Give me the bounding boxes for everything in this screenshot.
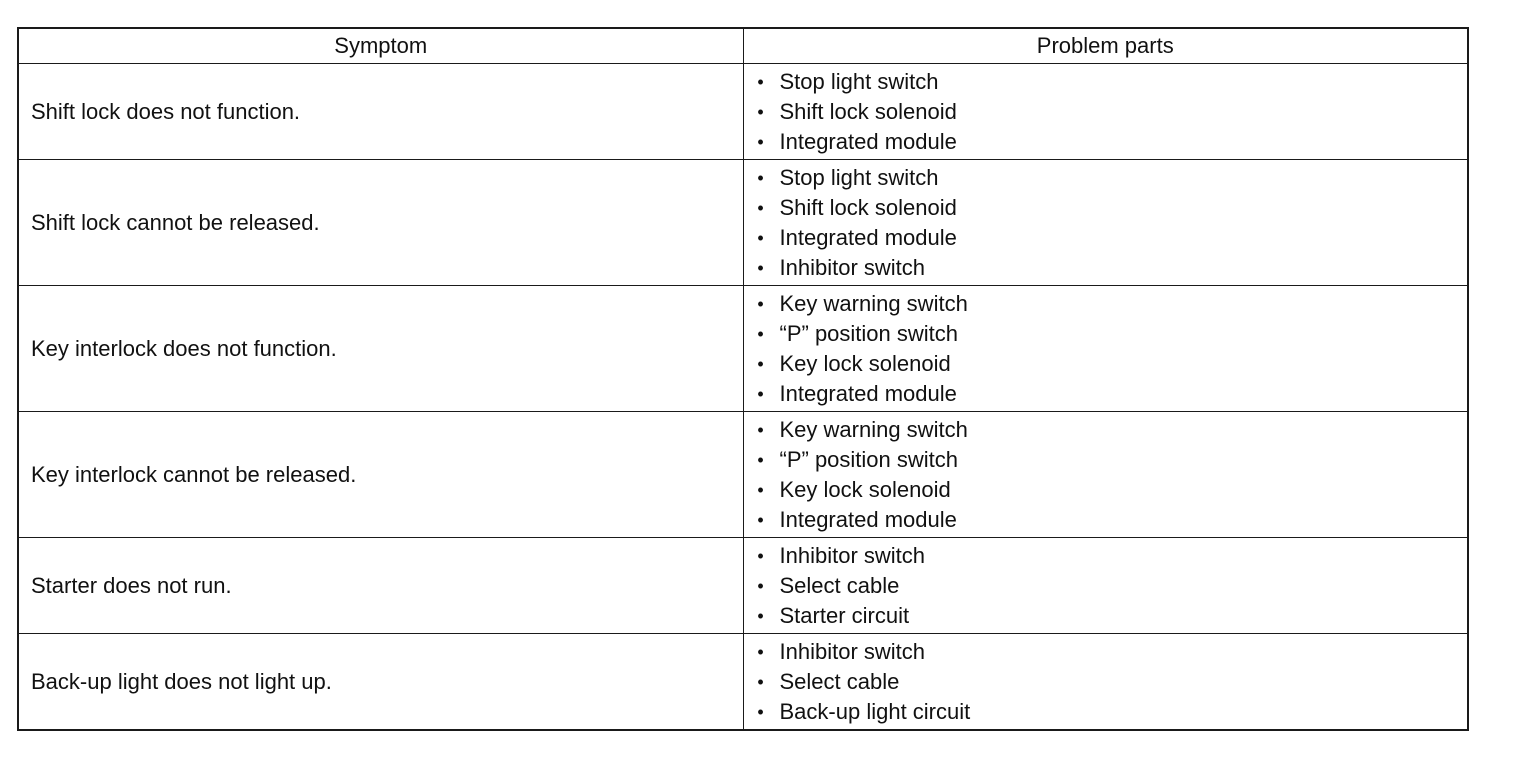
symptom-cell: Back-up light does not light up. bbox=[18, 634, 743, 731]
problem-part-label: Integrated module bbox=[779, 129, 957, 154]
list-item bbox=[754, 445, 1468, 475]
header-symptom: Symptom bbox=[18, 28, 743, 64]
problem-parts-list bbox=[754, 160, 1468, 285]
bullet-icon: • bbox=[757, 228, 764, 248]
bullet-icon: • bbox=[757, 354, 764, 374]
symptom-cell: Key interlock does not function. bbox=[18, 286, 743, 412]
bullet-icon: • bbox=[757, 606, 764, 626]
table-row bbox=[18, 634, 1468, 731]
problem-part-label: “P” position switch bbox=[779, 321, 959, 346]
problem-part-label: Key warning switch bbox=[779, 417, 968, 442]
table-row bbox=[18, 412, 1468, 538]
symptom-table bbox=[17, 27, 1469, 731]
table-row bbox=[18, 64, 1468, 160]
problem-parts-cell bbox=[743, 538, 1468, 634]
list-item bbox=[754, 319, 1468, 349]
list-item bbox=[754, 415, 1468, 445]
list-item bbox=[754, 601, 1468, 631]
problem-part-label: Integrated module bbox=[779, 225, 957, 250]
table-header bbox=[18, 28, 1468, 64]
bullet-icon: • bbox=[757, 702, 764, 722]
bullet-icon: • bbox=[757, 102, 764, 122]
list-item bbox=[754, 697, 1468, 727]
problem-part-label: Inhibitor switch bbox=[779, 639, 926, 664]
problem-part-label: Stop light switch bbox=[779, 69, 939, 94]
problem-part-label: Starter circuit bbox=[779, 603, 910, 628]
list-item bbox=[754, 163, 1468, 193]
problem-part-label: Shift lock solenoid bbox=[779, 99, 957, 124]
symptom-cell: Shift lock does not function. bbox=[18, 64, 743, 160]
list-item bbox=[754, 253, 1468, 283]
bullet-icon: • bbox=[757, 384, 764, 404]
bullet-icon: • bbox=[757, 198, 764, 218]
symptom-cell: Starter does not run. bbox=[18, 538, 743, 634]
problem-part-label: Integrated module bbox=[779, 381, 957, 406]
problem-part-label: Select cable bbox=[779, 669, 900, 694]
list-item bbox=[754, 379, 1468, 409]
bullet-icon: • bbox=[757, 420, 764, 440]
list-item bbox=[754, 127, 1468, 157]
bullet-icon: • bbox=[757, 546, 764, 566]
problem-parts-list bbox=[754, 538, 1468, 633]
bullet-icon: • bbox=[757, 132, 764, 152]
list-item bbox=[754, 193, 1468, 223]
problem-part-label: “P” position switch bbox=[779, 447, 959, 472]
problem-part-label: Back-up light circuit bbox=[779, 699, 971, 724]
list-item bbox=[754, 571, 1468, 601]
problem-parts-list bbox=[754, 64, 1468, 159]
list-item bbox=[754, 67, 1468, 97]
problem-part-label: Stop light switch bbox=[779, 165, 939, 190]
table-row bbox=[18, 538, 1468, 634]
problem-parts-list bbox=[754, 286, 1468, 411]
symptom-cell: Key interlock cannot be released. bbox=[18, 412, 743, 538]
problem-part-label: Key lock solenoid bbox=[779, 351, 951, 376]
bullet-icon: • bbox=[757, 450, 764, 470]
bullet-icon: • bbox=[757, 294, 764, 314]
list-item bbox=[754, 97, 1468, 127]
problem-parts-list bbox=[754, 634, 1468, 729]
problem-part-label: Inhibitor switch bbox=[779, 255, 926, 280]
list-item bbox=[754, 349, 1468, 379]
list-item bbox=[754, 475, 1468, 505]
problem-part-label: Inhibitor switch bbox=[779, 543, 926, 568]
bullet-icon: • bbox=[757, 480, 764, 500]
problem-part-label: Key warning switch bbox=[779, 291, 968, 316]
bullet-icon: • bbox=[757, 258, 764, 278]
problem-part-label: Integrated module bbox=[779, 507, 957, 532]
bullet-icon: • bbox=[757, 72, 764, 92]
table-row bbox=[18, 160, 1468, 286]
list-item bbox=[754, 667, 1468, 697]
problem-parts-cell bbox=[743, 160, 1468, 286]
list-item bbox=[754, 289, 1468, 319]
symptom-cell: Shift lock cannot be released. bbox=[18, 160, 743, 286]
bullet-icon: • bbox=[757, 642, 764, 662]
list-item bbox=[754, 637, 1468, 667]
problem-parts-cell bbox=[743, 634, 1468, 731]
bullet-icon: • bbox=[757, 510, 764, 530]
table-row bbox=[18, 286, 1468, 412]
header-problem-parts: Problem parts bbox=[743, 28, 1468, 64]
bullet-icon: • bbox=[757, 168, 764, 188]
problem-parts-cell bbox=[743, 286, 1468, 412]
list-item bbox=[754, 541, 1468, 571]
problem-parts-cell bbox=[743, 64, 1468, 160]
bullet-icon: • bbox=[757, 576, 764, 596]
list-item bbox=[754, 223, 1468, 253]
problem-parts-list bbox=[754, 412, 1468, 537]
list-item bbox=[754, 505, 1468, 535]
bullet-icon: • bbox=[757, 672, 764, 692]
header-row bbox=[18, 28, 1468, 64]
problem-part-label: Shift lock solenoid bbox=[779, 195, 957, 220]
problem-parts-cell bbox=[743, 412, 1468, 538]
problem-part-label: Select cable bbox=[779, 573, 900, 598]
bullet-icon: • bbox=[757, 324, 764, 344]
table-body bbox=[18, 64, 1468, 731]
problem-part-label: Key lock solenoid bbox=[779, 477, 951, 502]
